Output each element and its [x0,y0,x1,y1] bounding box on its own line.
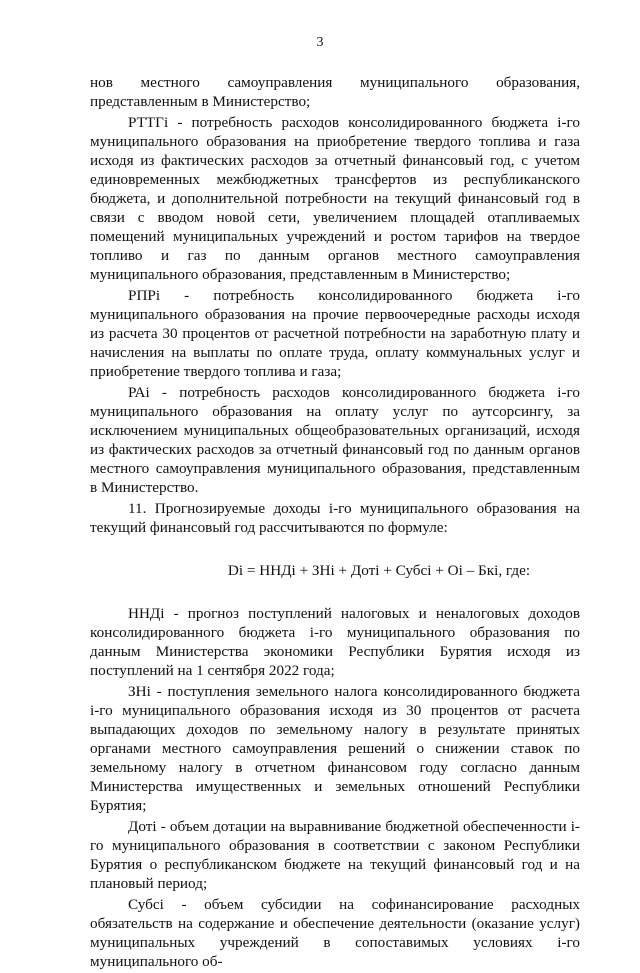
paragraph-zn-definition: ЗНi - поступления земельного налога консолидированного бюджета i-го муниципального образования исходя из 30 процентов от расчета выпадающих доходов по земельному налогу в результате принятых органами местного самоуправления решений о снижении ставок по земельному налогу в отчетном финансовом году согласно данным Министерства имущественных и земельных отношений Республики Бурятия; [90,683,580,814]
paragraph-item-11: 11. Прогнозируемые доходы i-го муниципального образования на текущий финансовый год рассчитываются по формуле: [90,500,580,536]
page-number: 3 [316,35,324,50]
paragraph-ra-definition: РАi - потребность расходов консолидированного бюджета i-го муниципального образования на оплату услуг по аутсорсингу, за исключением муниципальных общеобразовательных организаций, исходя из фактических расходов за отчетный финансовый год по данным органов местного самоуправления муниципального образования, представленным в Министерство. [90,384,580,496]
paragraph-subs-definition: Субсi - объем субсидии на софинансирование расходных обязательств на содержание и обеспечение деятельности (оказание услуг) муниципальных учреждений в сопоставимых условиях i-го муниципального об- [90,896,580,970]
document-body [90,73,580,973]
paragraph-nnd-definition: ННДi - прогноз поступлений налоговых и неналоговых доходов консолидированного бюджета i-го муниципального образования по данным Министерства экономики Республики Бурятия исходя из поступлений на 1 сентября 2022 года; [90,605,580,679]
paragraph-continuation: нов местного самоуправления муниципального образования, представленным в Министерство; [90,74,580,110]
paragraph-dot-definition: Дотi - объем дотации на выравнивание бюджетной обеспеченности i-го муниципального образования в соответствии с законом Республики Бурятия о республиканском бюджете на текущий финансовый год и на плановый период; [90,818,580,892]
paragraph-rttg-definition: РТТГi - потребность расходов консолидированного бюджета i-го муниципального образования на приобретение твердого топлива и газа исходя из фактических расходов за отчетный финансовый год, с учетом единовременных межбюджетных трансфертов из республиканского бюджета, и дополнительной потребности на текущий финансовый год в связи с вводом новой сети, увеличением площадей отапливаемых помещений муниципальных учреждений и ростом тарифов на твердое топливо и газ по данным органов местного самоуправления муниципального образования, представленным в Министерство; [90,114,580,283]
paragraph-rpr-definition: РПРi - потребность консолидированного бюджета i-го муниципального образования на прочие первоочередные расходы исходя из расчета 30 процентов от расчетной потребности на заработную плату и начисления на выплаты по оплате труда, оплату коммунальных услуг и приобретение твердого топлива и газа; [90,287,580,380]
revenue-formula: Di = ННДi + ЗНi + Дотi + Субсi + Оi – Бкi, где: [227,562,531,579]
